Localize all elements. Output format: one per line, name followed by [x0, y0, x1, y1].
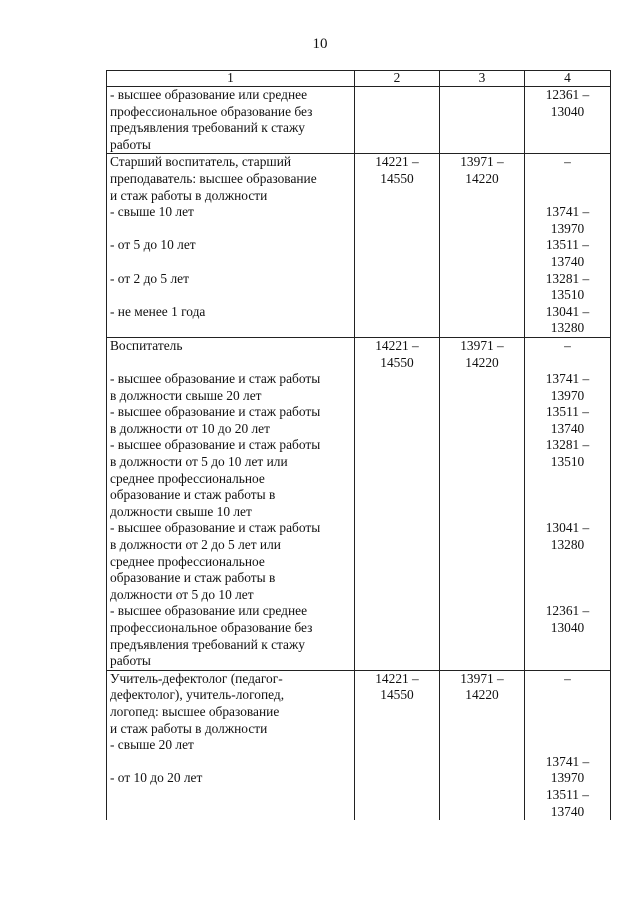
cell-line: логопед: высшее образование	[110, 703, 280, 719]
cell-line	[110, 320, 352, 337]
cell-line: - высшее образование и стаж работы	[110, 520, 321, 536]
cell-line: предъявления требований к стажу	[110, 120, 305, 136]
cell-line: и стаж работы в должности	[110, 187, 268, 203]
cell-line	[525, 653, 610, 670]
cell-line	[355, 87, 439, 104]
cell-line: должности от 5 до 10 лет	[110, 586, 254, 602]
cell-line: 13510	[550, 287, 585, 303]
cell-line: - высшее образование и стаж работы	[110, 371, 321, 387]
table-header-row	[107, 71, 611, 87]
table-body	[107, 87, 611, 821]
row-defectologist	[107, 670, 611, 820]
cell-line: образование и стаж работы в	[110, 487, 276, 503]
cell-line: 13970	[550, 770, 585, 786]
cell-line: 14550	[380, 170, 414, 186]
cell-line: преподаватель: высшее образование	[110, 170, 317, 186]
cell-line: - высшее образование или среднее	[110, 87, 308, 102]
column-header-3: 3	[440, 71, 525, 87]
cell-line	[525, 471, 610, 488]
cell-line: 13741 –	[545, 204, 590, 220]
cell-line: 13740	[550, 420, 585, 436]
cell-line: 13510	[550, 454, 585, 470]
cell-line: - свыше 20 лет	[110, 737, 194, 753]
description-cell	[107, 154, 355, 338]
cell-line: 13971 –	[460, 670, 504, 686]
row-educator	[107, 337, 611, 670]
range-cell-4	[525, 154, 611, 338]
cell-line: 14220	[465, 354, 499, 370]
cell-line: 13971 –	[460, 154, 504, 170]
range-cell-3	[440, 87, 525, 154]
cell-line: 13741 –	[545, 753, 590, 769]
range-cell-2	[355, 670, 440, 820]
cell-line: 13041 –	[545, 303, 590, 319]
cell-line	[525, 737, 610, 754]
cell-line	[110, 355, 352, 372]
cell-line: 14221 –	[375, 670, 419, 686]
description-cell	[107, 337, 355, 670]
cell-line: - высшее образование и стаж работы	[110, 437, 321, 453]
cell-line	[525, 721, 610, 738]
cell-line: в должности от 2 до 5 лет или	[110, 537, 281, 553]
cell-line: в должности от 5 до 10 лет или	[110, 454, 288, 470]
cell-line: профессиональное образование без	[110, 103, 313, 119]
cell-line: 13740	[550, 803, 585, 819]
cell-line: среднее профессиональное	[110, 470, 265, 486]
range-cell-3	[440, 337, 525, 670]
range-cell-2	[355, 154, 440, 338]
column-header-4: 4	[525, 71, 611, 87]
cell-line	[525, 570, 610, 587]
cell-line: 13281 –	[545, 437, 590, 453]
cell-line: - от 2 до 5 лет	[110, 270, 189, 286]
cell-line: –	[564, 670, 571, 686]
cell-line: 14221 –	[375, 337, 419, 353]
cell-line: 13971 –	[460, 337, 504, 353]
cell-line: должности свыше 10 лет	[110, 503, 252, 519]
cell-line	[525, 188, 610, 205]
range-cell-4	[525, 670, 611, 820]
cell-line: Учитель-дефектолог (педагог-	[110, 670, 283, 686]
cell-line: Воспитатель	[110, 337, 183, 353]
column-header-2: 2	[355, 71, 440, 87]
cell-line: 13040	[550, 620, 585, 635]
range-cell-3	[440, 670, 525, 820]
column-header-1: 1	[107, 71, 355, 87]
cell-line: - высшее образование и стаж работы	[110, 404, 321, 420]
cell-line	[525, 171, 610, 188]
cell-line: 13040	[550, 103, 585, 119]
cell-line: работы	[110, 653, 151, 669]
cell-line: - от 10 до 20 лет	[110, 770, 203, 786]
cell-line: 14220	[465, 687, 499, 703]
cell-line	[525, 554, 610, 571]
cell-line	[525, 355, 610, 372]
cell-line	[110, 287, 352, 304]
cell-line	[525, 504, 610, 521]
cell-line	[525, 687, 610, 704]
range-cell-2	[355, 337, 440, 670]
cell-line: –	[564, 337, 571, 353]
cell-line: в должности от 10 до 20 лет	[110, 420, 270, 436]
cell-line: 13041 –	[545, 520, 590, 536]
cell-line: 14550	[380, 687, 414, 703]
cell-line	[110, 787, 352, 804]
cell-line	[440, 87, 524, 104]
cell-line: 14550	[380, 354, 414, 370]
cell-line: - высшее образование или среднее	[110, 603, 308, 619]
range-cell-2	[355, 87, 440, 154]
cell-line: 13511 –	[545, 404, 590, 420]
cell-line: - от 5 до 10 лет	[110, 237, 196, 253]
cell-line: образование и стаж работы в	[110, 570, 276, 586]
range-cell-3	[440, 154, 525, 338]
cell-line: 14220	[465, 170, 499, 186]
cell-line: 14221 –	[375, 154, 419, 170]
cell-line: профессиональное образование без	[110, 620, 313, 635]
description-cell	[107, 670, 355, 820]
cell-line: –	[564, 154, 571, 170]
cell-line: работы	[110, 136, 151, 152]
cell-line: 13280	[550, 537, 585, 553]
cell-line: 13970	[550, 387, 585, 403]
cell-line	[110, 754, 352, 771]
row-senior-educator	[107, 154, 611, 338]
cell-line: Старший воспитатель, старший	[110, 154, 292, 170]
range-cell-4	[525, 87, 611, 154]
description-cell	[107, 87, 355, 154]
cell-line: - не менее 1 года	[110, 303, 206, 319]
cell-line	[525, 704, 610, 721]
range-cell-4	[525, 337, 611, 670]
cell-line: в должности свыше 20 лет	[110, 387, 262, 403]
salary-table	[106, 70, 611, 820]
page-number: 10	[312, 36, 328, 52]
cell-line: и стаж работы в должности	[110, 720, 268, 736]
cell-line: 13970	[550, 220, 585, 236]
cell-line: - свыше 10 лет	[110, 204, 194, 220]
cell-line: 13280	[550, 320, 585, 336]
cell-line: 13281 –	[545, 270, 590, 286]
cell-line	[525, 637, 610, 654]
row-general-education	[107, 87, 611, 154]
cell-line: 13741 –	[545, 371, 590, 387]
cell-line	[110, 221, 352, 238]
cell-line	[110, 254, 352, 271]
cell-line	[525, 587, 610, 604]
cell-line: среднее профессиональное	[110, 553, 265, 569]
cell-line: 13511 –	[545, 237, 590, 253]
cell-line: 12361 –	[545, 87, 590, 102]
cell-line	[525, 487, 610, 504]
cell-line: предъявления требований к стажу	[110, 636, 305, 652]
cell-line: 12361 –	[545, 603, 590, 619]
cell-line: 13511 –	[545, 786, 590, 802]
cell-line: 13740	[550, 253, 585, 269]
cell-line: дефектолог), учитель-логопед,	[110, 687, 285, 703]
